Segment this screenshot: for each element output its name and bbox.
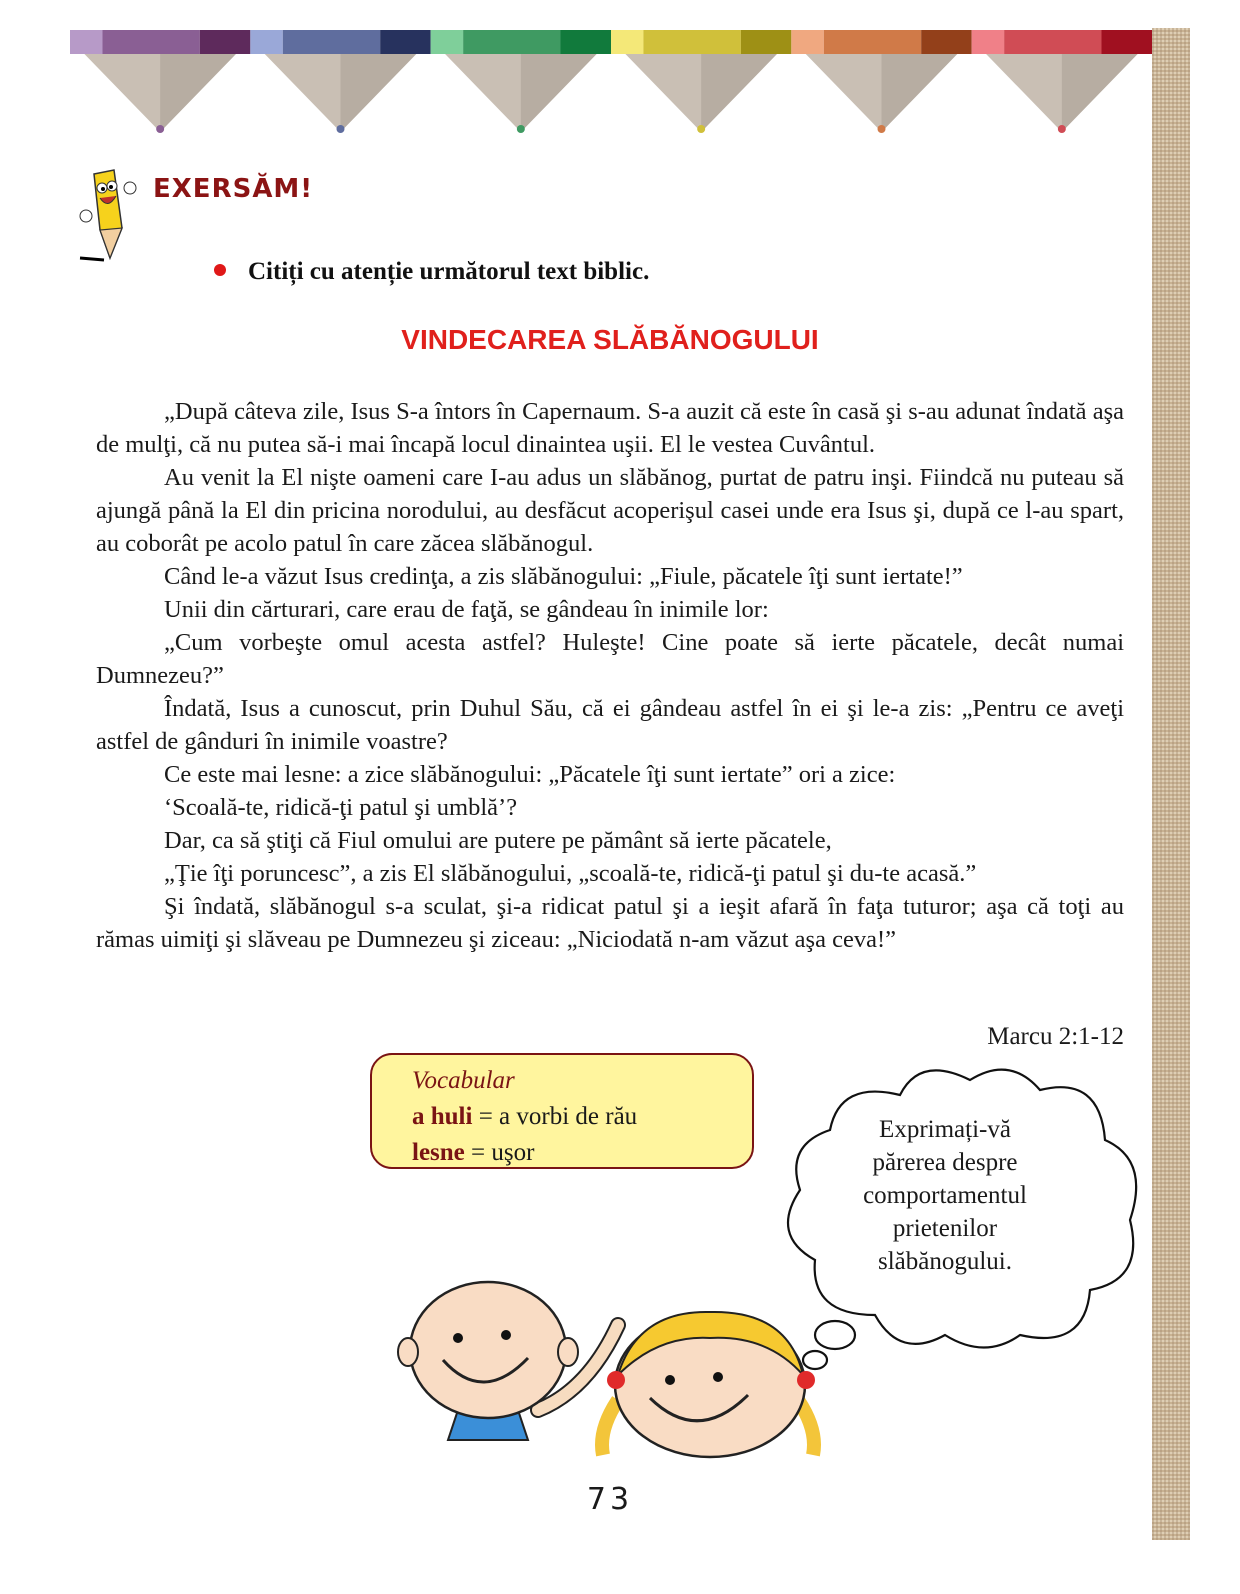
crayon-orange-icon — [791, 30, 971, 133]
crayon-yellow-icon — [611, 30, 791, 133]
paragraph: Îndată, Isus a cunoscut, prin Duhul Său, că ei gândeau astfel în ei şi le-a zis: „Pentru ce aveţi astfel de gânduri în inimile voastre? — [96, 695, 1124, 755]
bubble-line: Exprimați-vă — [879, 1116, 1011, 1143]
bullet-icon — [214, 264, 226, 276]
paragraph: Când le-a văzut Isus credinţa, a zis slăbănogului: „Fiule, păcatele îţi sunt iertate!” — [164, 563, 963, 590]
vocabulary-box — [370, 1053, 754, 1169]
page-number: 73 — [586, 1482, 634, 1517]
boy-icon — [398, 1282, 618, 1440]
vocabulary-definition: = uşor — [464, 1139, 535, 1166]
story-title: VINDECAREA SLĂBĂNOGULUI — [401, 324, 819, 355]
crayon-red-icon — [972, 30, 1152, 133]
paragraph: „Cum vorbeşte omul acesta astfel? Huleşte! Cine poate să ierte păcatele, decât numai Dumnezeu?” — [96, 629, 1124, 689]
bubble-line: comportamentul — [863, 1182, 1027, 1209]
crayon-blue-icon — [250, 30, 430, 133]
instruction-text: Citiți cu atenție următorul text biblic. — [248, 258, 650, 285]
bubble-line: părerea despre — [872, 1149, 1018, 1176]
paragraph: Unii din cărturari, care erau de faţă, se gândeau în inimile lor: — [164, 596, 769, 623]
thought-bubble-text — [820, 1113, 1070, 1278]
story-body — [96, 395, 1124, 956]
vocabulary-title: Vocabular — [412, 1067, 515, 1094]
bubble-line: prietenilor — [892, 1215, 998, 1242]
crayon-purple-icon — [70, 30, 250, 133]
paragraph: Şi îndată, slăbănogul s-a sculat, şi-a ridicat patul şi a ieşit afară în faţa tuturor; aşa că toţi au rămas uimiţi şi slăveau pe Dumnezeu şi ziceau: „Niciodată n-am văzut aşa ceva!” — [96, 893, 1124, 953]
paragraph: Au venit la El nişte oameni care I-au adus un slăbănog, purtat de patru inşi. Fiindcă nu puteau să ajungă până la El din pricina norodului, au desfăcut acoperişul casei unde era Isus şi, după ce l-au spart, au coborât pe acolo patul în care zăcea slăbănogul. — [96, 464, 1124, 557]
paragraph: „Ţie îţi poruncesc”, a zis El slăbănogului, „scoală-te, ridică-ţi patul şi du-te acasă.” — [164, 860, 977, 887]
crayon-banner — [70, 30, 1152, 136]
vocabulary-term: a huli — [412, 1103, 473, 1130]
paragraph: „După câteva zile, Isus S-a întors în Capernaum. S-a auzit că este în casă şi s-au adunat îndată aşa de mulţi, că nu putea să-i mai încapă locul dinaintea uşii. El le vestea Cuvântul. — [96, 398, 1124, 458]
bible-reference: Marcu 2:1-12 — [987, 1023, 1124, 1050]
girl-icon — [602, 1312, 815, 1457]
bubble-line: slăbănogului. — [877, 1248, 1012, 1275]
crayon-green-icon — [431, 30, 611, 133]
paragraph: Dar, ca să ştiţi că Fiul omului are putere pe pământ să ierte păcatele, — [164, 827, 832, 854]
paragraph: Ce este mai lesne: a zice slăbănogului: „Păcatele îţi sunt iertate” ori a zice: — [164, 761, 896, 788]
vocabulary-definition: = a vorbi de rău — [472, 1103, 638, 1130]
paragraph: ‘Scoală-te, ridică-ţi patul şi umblă’? — [164, 794, 518, 821]
pencil-mascot-icon — [74, 166, 140, 262]
vocabulary-term: lesne — [412, 1139, 465, 1166]
page-border-stripe — [1152, 28, 1190, 1540]
instruction — [214, 258, 649, 286]
vocabulary-entry — [412, 1099, 752, 1135]
section-heading: EXERSĂM! — [153, 174, 314, 204]
children-illustration — [388, 1280, 828, 1460]
vocabulary-entry — [412, 1135, 752, 1171]
